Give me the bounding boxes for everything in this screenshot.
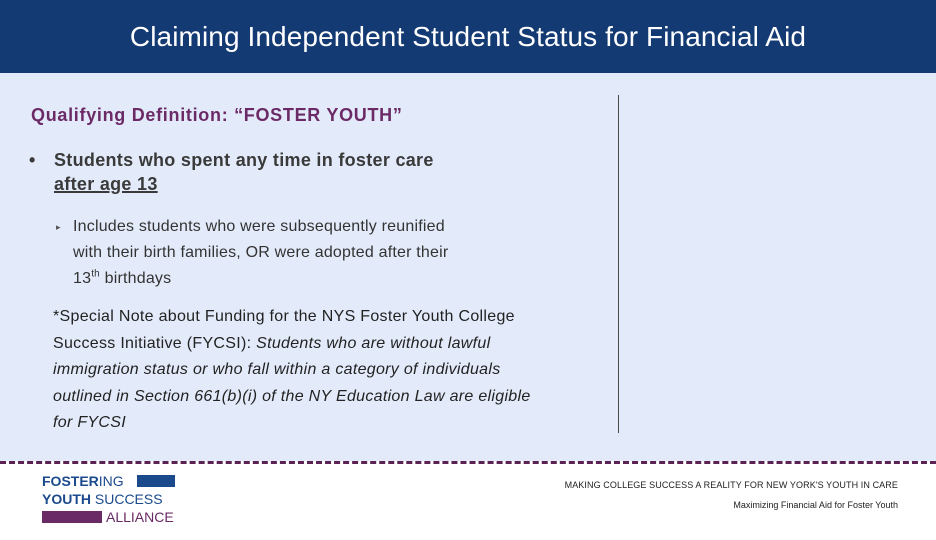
logo-line3-text: ALLIANCE (106, 509, 174, 525)
logo-line-1 (42, 473, 124, 489)
logo-line2-light: SUCCESS (91, 491, 163, 507)
dashed-divider (0, 461, 936, 464)
sub-bullet-ordinal-suffix: th (91, 268, 100, 280)
sub-bullet-line2: with their birth families, OR were adopted after their (73, 244, 449, 261)
logo-line-3 (106, 509, 174, 525)
sub-bullet-line3: birthdays (99, 270, 172, 287)
sub-bullet-ordinal: 13 (73, 270, 92, 287)
logo-line1-light: ING (98, 473, 124, 489)
main-bullet-text-part1: Students who spent any time in foster care (54, 150, 434, 170)
logo-line-2 (42, 491, 163, 507)
footer-tagline: MAKING COLLEGE SUCCESS A REALITY FOR NEW YORK'S YOUTH IN CARE (564, 480, 898, 490)
sub-bullet-marker-icon: ▸ (56, 222, 61, 232)
logo-line2-bold: YOUTH (42, 491, 91, 507)
footer-subtitle: Maximizing Financial Aid for Foster Youth (733, 500, 898, 510)
bullet-marker: • (29, 150, 36, 170)
logo-bar-blue (137, 475, 175, 487)
sub-bullet-text (73, 214, 543, 292)
content-panel (0, 73, 936, 461)
definition-heading: Qualifying Definition: “FOSTER YOUTH” (31, 105, 403, 125)
special-note-italic: Students who are without lawful immigration status or who fall within a category of individuals outlined in Section 661(b)(i) of the NY Education Law are eligible for FYCSI (53, 334, 531, 431)
fostering-youth-success-alliance-logo (42, 473, 212, 529)
page-title: Claiming Independent Student Status for Financial Aid (129, 20, 807, 52)
main-bullet-text-part2: after age 13 (54, 174, 158, 194)
header-bar (0, 0, 936, 73)
logo-bar-purple (42, 511, 102, 523)
sub-bullet-line1: Includes students who were subsequently reunified (73, 218, 445, 235)
special-note (53, 304, 543, 437)
special-note-text: *Special Note about Funding for the NYS Foster Youth College Success Initiative (FYCSI): (53, 308, 515, 352)
vertical-divider (618, 95, 619, 433)
logo-line1-bold: FOSTER (42, 473, 99, 489)
main-bullet-text (54, 148, 554, 196)
